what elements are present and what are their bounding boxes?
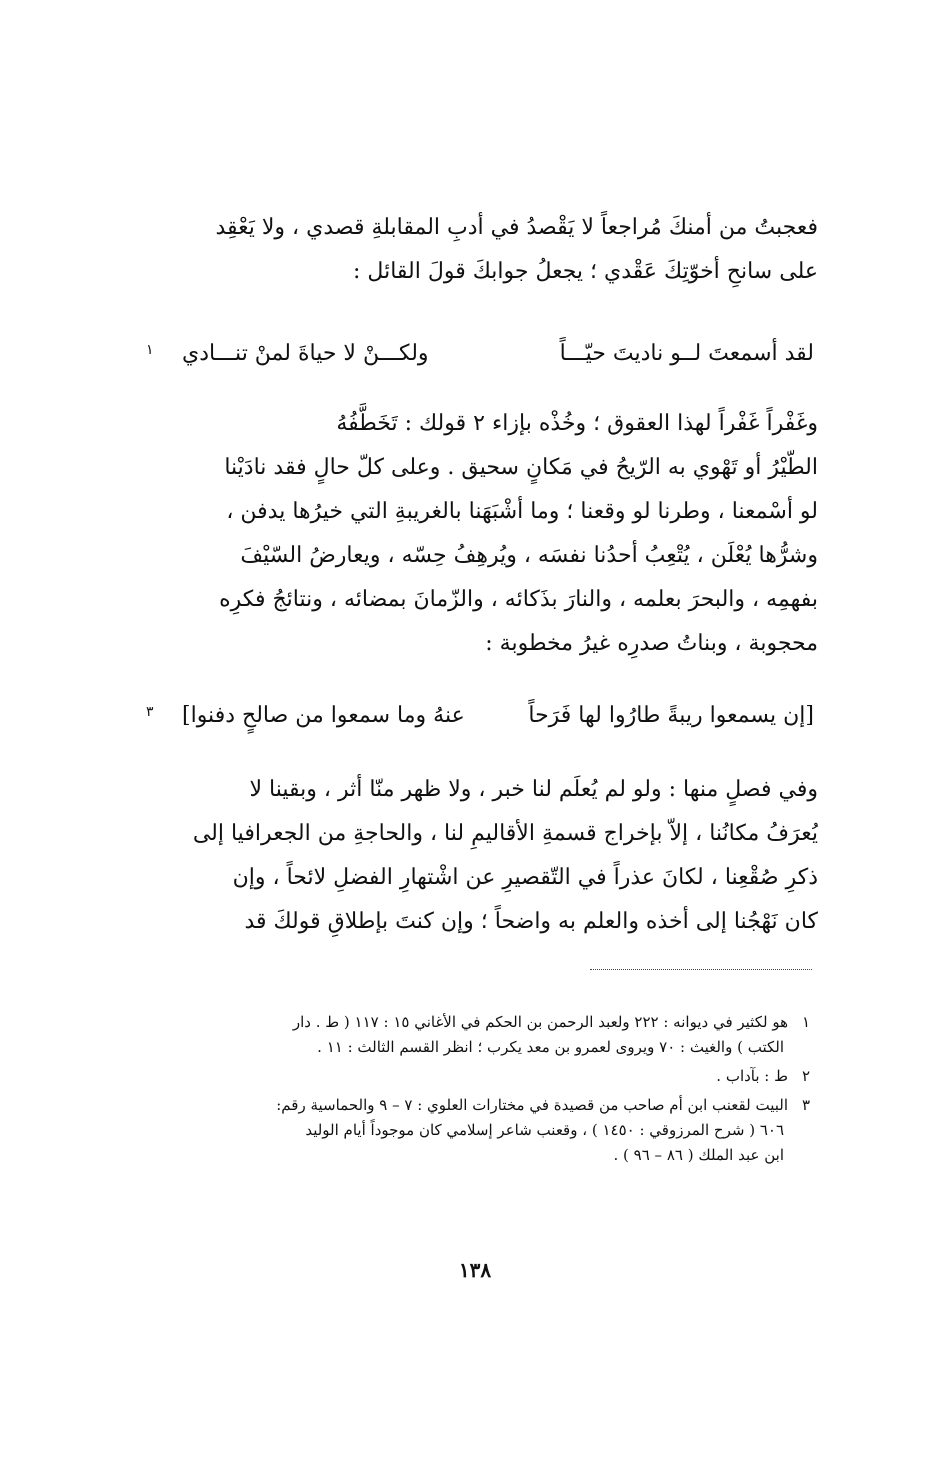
verse-first-hemistich: [إن يسمعوا ريبةً طارُوا لها فَرَحاً: [528, 703, 814, 728]
text-line: كان نَهْجُنا إلى أخذه والعلم به واضحاً ؛ وإن كنتَ بإطلاقِ قولكَ قد: [244, 909, 818, 934]
text-line: وغَفْراً غَفْراً لهذا العقوق ؛ وخُذْه بإزاء ٢ قولك : تَخَطَّفُهُ: [336, 411, 818, 436]
footnote-text: هو لكثير في ديوانه : ٢٢٢ ولعبد الرحمن بن الحكم في الأغاني ١٥ : ١١٧ ( ط . دار: [292, 1013, 788, 1031]
text-line: محجوبة ، وبناتُ صدرِه غيرُ مخطوبة :: [485, 631, 818, 656]
footnote-text: الكتب ) والغيث : ٧٠ ويروى لعمرو بن معد يكرب ؛ انظر القسم الثالث : ١١ .: [317, 1038, 784, 1056]
verse-2: [142, 696, 814, 736]
footnote-text: ط : بآداب .: [716, 1067, 788, 1085]
text-line: بفهمِه ، والبحرَ بعلمه ، والنارَ بذَكائه ، والزّمانَ بمضائه ، ونتائجُ فكرِه: [219, 587, 818, 612]
footnote-text: البيت لقعنب ابن أم صاحب من قصيدة في مختارات العلوي : ٧ – ٩ والحماسية رقم:: [276, 1096, 788, 1114]
footnotes: [130, 1010, 810, 1172]
text-line: الطّيْرُ أو تَهْوي به الرّيحُ في مَكانٍ سحيق . وعلى كلّ حالٍ فقد نادَيْنا: [224, 455, 818, 480]
footnote-number: ٣: [801, 1096, 810, 1114]
text-line: على سانحِ أخوّتِكَ عَقْدي ؛ يجعلُ جوابكَ قولَ القائل :: [353, 259, 818, 284]
verse-second-hemistich: ولكـــنْ لا حياةَ لمنْ تنـــادي: [182, 341, 429, 366]
footnote-3: [130, 1093, 810, 1168]
verse-second-hemistich: عنهُ وما سمعوا من صالحٍ دفنوا]: [182, 703, 465, 728]
paragraph-3: [134, 768, 818, 944]
footnote-number: ٢: [801, 1067, 810, 1085]
verse-first-hemistich: لقد أسمعتَ لــو ناديتَ حيّـــاً: [559, 341, 814, 366]
page-number: ١٣٨: [458, 1258, 492, 1282]
text-line: يُعرَفُ مكانُنا ، إلاّ بإخراج قسمةِ الأقاليمِ لنا ، والحاجةِ من الجعرافيا إلى: [192, 821, 818, 846]
text-line: فعجبتُ من أمنكَ مُراجعاً لا يَقْصدُ في أدبِ المقابلةِ قصدي ، ولا يَعْقِد: [215, 215, 818, 240]
text-line: وفي فصلٍ منها : ولو لم يُعلَم لنا خبر ، ولا ظهر منّا أثر ، وبقينا لا: [249, 777, 818, 802]
footnote-2: [130, 1064, 810, 1089]
footnote-number: ١: [801, 1013, 810, 1031]
footnote-reference: ٣: [146, 704, 154, 720]
footnote-reference: ١: [146, 342, 154, 358]
text-line: لو أسْمعنا ، وطرنا لو وقعنا ؛ وما أشْبَهَنا بالغريبةِ التي خيرُها يدفن ،: [226, 499, 818, 524]
footnote-text: ابن عبد الملك ( ٨٦ – ٩٦ ) .: [613, 1146, 784, 1164]
verse-1: [142, 334, 814, 374]
text-line: ذكرِ صُقْعِنا ، لكانَ عذراً في التّقصيرِ عن اشْتهارِ الفضلِ لائحاً ، وإن: [232, 865, 818, 890]
footnote-divider: [590, 969, 812, 970]
paragraph-2: [134, 402, 818, 666]
footnote-text: ٦٠٦ ( شرح المرزوقي : ١٤٥٠ ) ، وقعنب شاعر إسلامي كان موجوداً أيام الوليد: [305, 1121, 784, 1139]
text-line: وشرُّها يُعْلَن ، يُتْعِبُ أحدُنا نفسَه ، ويُرهِفُ حِسّه ، ويعارضُ السّيْفَ: [240, 543, 818, 568]
paragraph-1: [134, 206, 818, 294]
footnote-1: [130, 1010, 810, 1060]
